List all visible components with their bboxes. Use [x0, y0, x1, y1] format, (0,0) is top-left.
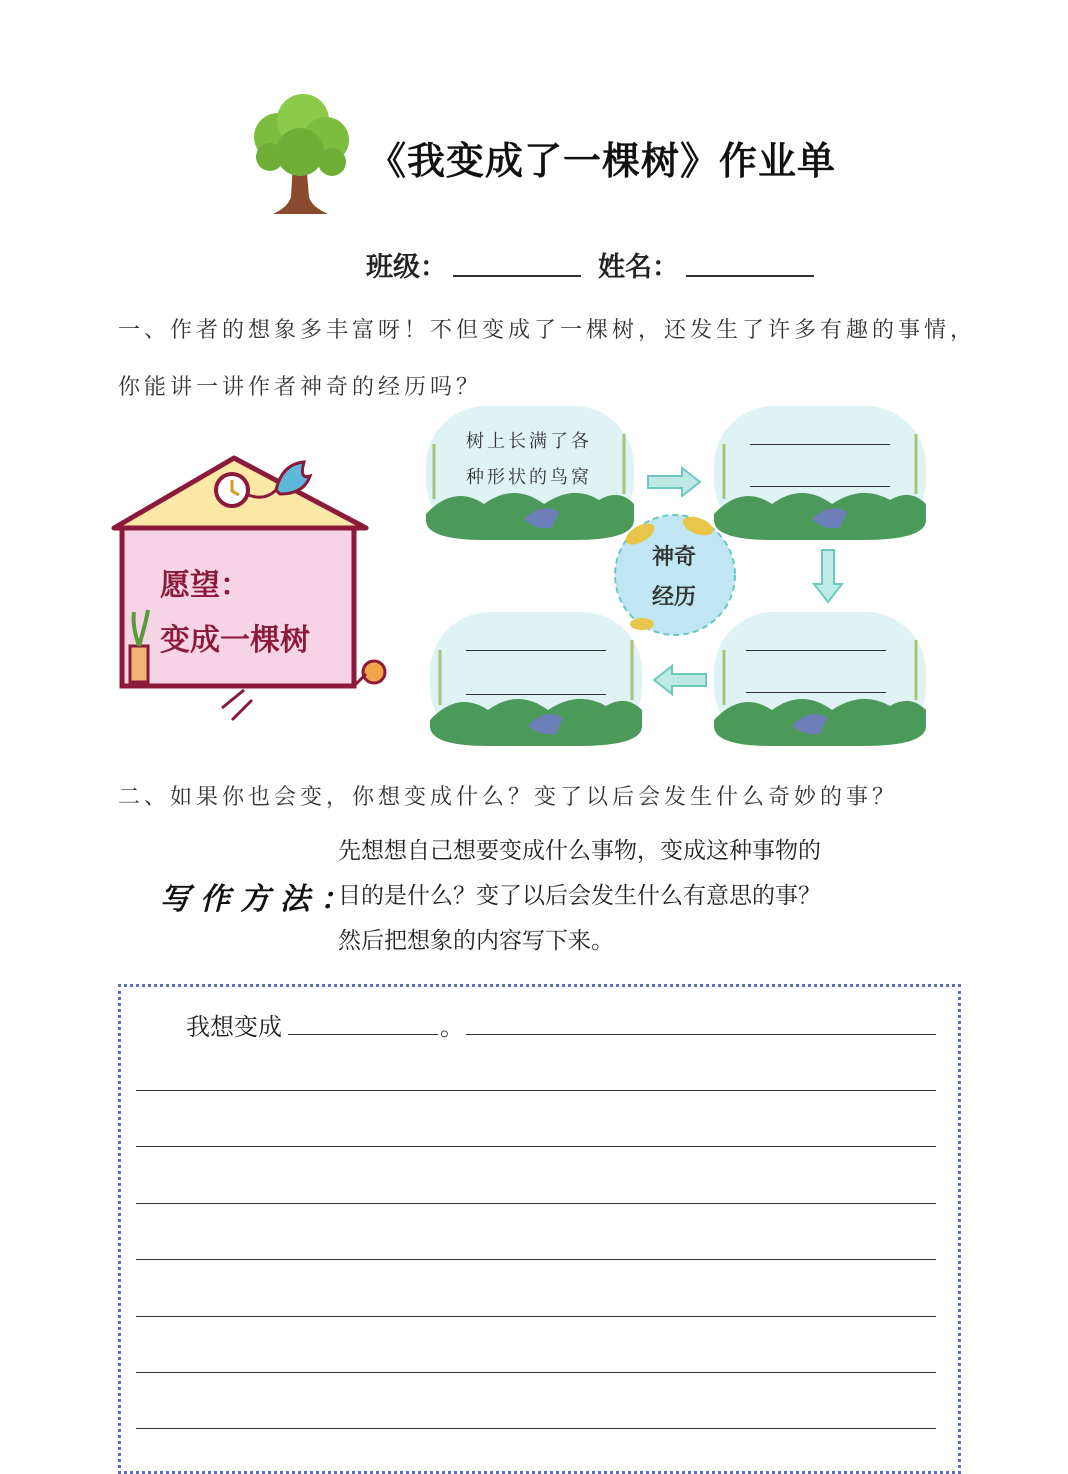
writing-line[interactable] — [136, 1090, 936, 1091]
flow-bubble-3-blank-2[interactable] — [746, 692, 886, 693]
flow-bubble-3-blank-1[interactable] — [746, 650, 886, 651]
method-label: 写作方法： — [160, 882, 360, 917]
arrow-down-icon — [812, 548, 844, 604]
flow-bubble-3 — [712, 610, 928, 748]
flow-bubble-2-blank-1[interactable] — [750, 444, 890, 445]
flow-bubble-1-line1: 树上长满了各 — [466, 431, 592, 452]
question1-line2: 你能讲一讲作者神奇的经历吗？ — [118, 375, 483, 400]
writing-line-0[interactable] — [466, 1034, 936, 1035]
writing-box — [118, 984, 961, 1474]
center-line1: 神奇 — [652, 545, 697, 570]
flow-bubble-4-blank-2[interactable] — [466, 694, 606, 695]
arrow-right-icon — [646, 466, 702, 498]
writing-start-suffix: 。 — [440, 1013, 464, 1041]
method-line2: 目的是什么？变了以后会发生什么有意思的事？ — [338, 883, 821, 909]
question1-line1: 一、作者的想象多丰富呀！不但变成了一棵树，还发生了许多有趣的事情， — [118, 318, 977, 343]
writing-line[interactable] — [136, 1428, 936, 1429]
writing-line[interactable] — [136, 1316, 936, 1317]
class-label: 班级： — [366, 252, 447, 283]
name-label: 姓名： — [598, 252, 679, 283]
class-blank[interactable] — [453, 275, 581, 277]
method-line1: 先想想自己想要变成什么事物，变成这种事物的 — [338, 838, 821, 864]
writing-line[interactable] — [136, 1372, 936, 1373]
house-illustration — [104, 450, 404, 740]
center-line2: 经历 — [652, 585, 697, 610]
name-blank[interactable] — [686, 275, 814, 277]
writing-line[interactable] — [136, 1259, 936, 1260]
flow-bubble-1-line2: 种形状的鸟窝 — [466, 467, 592, 488]
question2-text: 二、如果你也会变，你想变成什么？变了以后会发生什么奇妙的事？ — [118, 785, 899, 810]
flow-bubble-4-blank-1[interactable] — [466, 650, 606, 651]
flow-bubble-2-blank-2[interactable] — [750, 486, 890, 487]
writing-start-blank[interactable] — [288, 1034, 438, 1035]
flow-bubble-2 — [712, 404, 928, 542]
writing-line[interactable] — [136, 1203, 936, 1204]
wish-text: 变成一棵树 — [160, 623, 310, 658]
wish-label: 愿望： — [160, 568, 250, 603]
method-line3: 然后把想象的内容写下来。 — [338, 928, 614, 954]
writing-start-prefix: 我想变成 — [186, 1013, 282, 1041]
page-title: 《我变成了一棵树》作业单 — [368, 139, 837, 183]
tree-icon — [248, 92, 352, 220]
center-circle — [612, 512, 738, 638]
arrow-left-icon — [652, 664, 708, 696]
writing-line[interactable] — [136, 1146, 936, 1147]
